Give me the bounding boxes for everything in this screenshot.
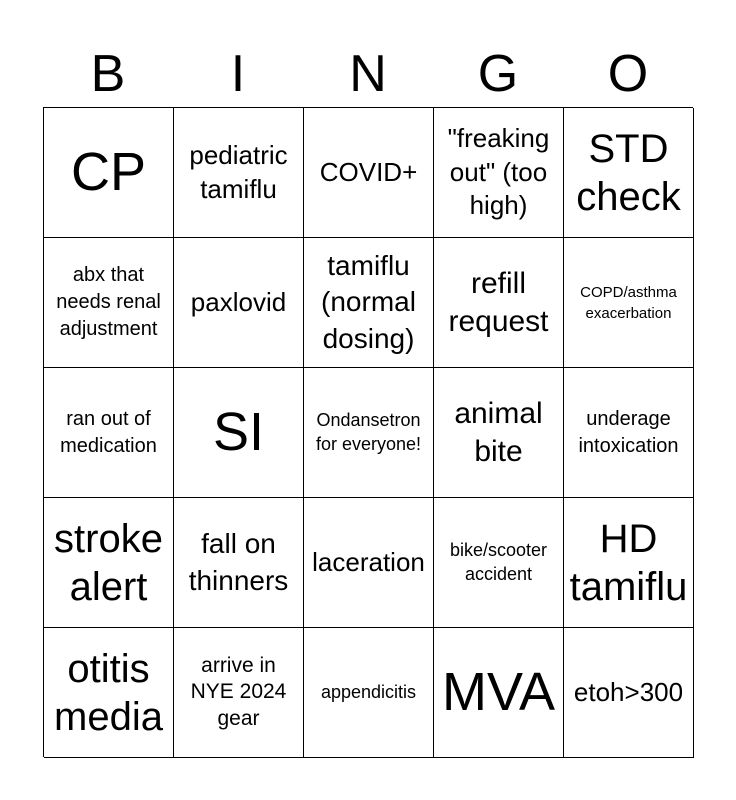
bingo-cell-label: stroke alert xyxy=(54,516,163,609)
bingo-cell[interactable] xyxy=(44,628,174,758)
bingo-cell[interactable] xyxy=(304,238,434,368)
bingo-cell-label: animal bite xyxy=(454,397,543,468)
bingo-cell-label: fall on thinners xyxy=(188,528,289,596)
bingo-cell[interactable] xyxy=(434,498,564,628)
bingo-cell[interactable] xyxy=(174,628,304,758)
bingo-cell-label: MVA xyxy=(441,662,555,723)
bingo-cell[interactable] xyxy=(434,108,564,238)
bingo-cell[interactable] xyxy=(434,368,564,498)
bingo-cell-label: HD tamiflu xyxy=(569,516,688,609)
bingo-cell[interactable] xyxy=(174,368,304,498)
bingo-cell-label: underage intoxication xyxy=(578,407,679,457)
bingo-cell-label: abx that needs renal adjustment xyxy=(56,264,161,340)
bingo-cell-label: tamiflu (normal dosing) xyxy=(321,249,416,354)
bingo-cell-label: paxlovid xyxy=(190,286,287,317)
bingo-cell-label: appendicitis xyxy=(320,681,417,702)
bingo-cell[interactable] xyxy=(174,498,304,628)
bingo-cell-label: STD check xyxy=(576,126,681,219)
bingo-cell-label: "freaking out" (too high) xyxy=(447,122,550,221)
bingo-header xyxy=(43,42,693,106)
bingo-cell[interactable] xyxy=(304,108,434,238)
bingo-cell[interactable] xyxy=(44,498,174,628)
bingo-cell[interactable] xyxy=(564,498,694,628)
bingo-cell-label: pediatric tamiflu xyxy=(189,139,288,204)
bingo-cell-label: laceration xyxy=(312,546,425,577)
bingo-cell[interactable] xyxy=(564,108,694,238)
bingo-grid xyxy=(43,107,693,757)
bingo-cell-label: otitis media xyxy=(54,646,163,739)
bingo-cell[interactable] xyxy=(44,238,174,368)
bingo-cell[interactable] xyxy=(304,498,434,628)
header-letter-b: B xyxy=(90,45,126,103)
bingo-cell-label: Ondansetron for everyone! xyxy=(315,410,422,454)
bingo-cell-label: SI xyxy=(212,402,265,463)
bingo-cell[interactable] xyxy=(44,368,174,498)
bingo-cell[interactable] xyxy=(434,238,564,368)
header-letter-i: I xyxy=(230,45,246,103)
bingo-cell-label: etoh>300 xyxy=(573,676,684,707)
bingo-cell[interactable] xyxy=(304,368,434,498)
bingo-cell-label: COVID+ xyxy=(319,156,418,187)
bingo-cell[interactable] xyxy=(564,368,694,498)
bingo-cell[interactable] xyxy=(564,238,694,368)
header-letter-n: N xyxy=(349,45,387,103)
bingo-cell-label: arrive in NYE 2024 gear xyxy=(190,654,287,730)
bingo-cell[interactable] xyxy=(564,628,694,758)
bingo-cell[interactable] xyxy=(434,628,564,758)
header-letter-g: G xyxy=(477,45,519,103)
bingo-cell[interactable] xyxy=(304,628,434,758)
bingo-cell-label: COPD/asthma exacerbation xyxy=(580,283,677,322)
bingo-cell-label: ran out of medication xyxy=(60,407,157,457)
header-letter-o: O xyxy=(607,45,649,103)
bingo-cell-label: refill request xyxy=(448,267,549,338)
bingo-cell[interactable] xyxy=(174,238,304,368)
bingo-cell[interactable] xyxy=(44,108,174,238)
bingo-cell-label: bike/scooter accident xyxy=(449,540,548,584)
bingo-cell[interactable] xyxy=(174,108,304,238)
bingo-cell-label: CP xyxy=(70,142,146,203)
